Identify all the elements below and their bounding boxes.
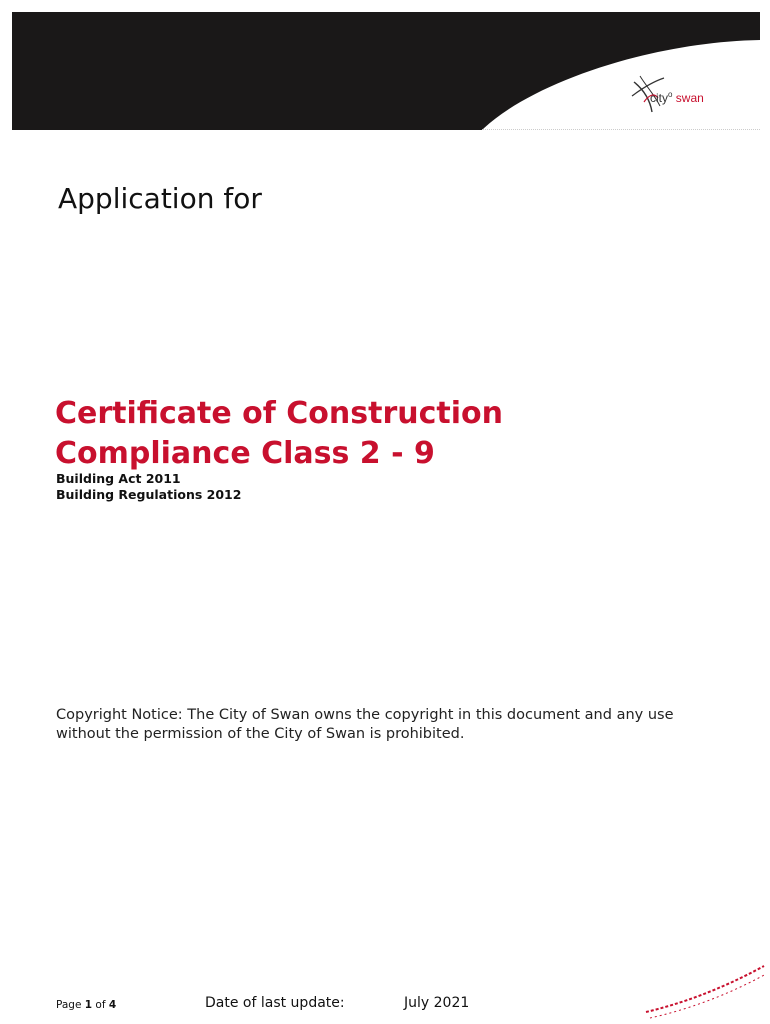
page-of-label: of <box>95 999 106 1011</box>
logo-word-of: o <box>668 90 673 99</box>
pretitle: Application for <box>58 182 262 215</box>
page-total: 4 <box>108 999 117 1011</box>
copyright-notice: Copyright Notice: The City of Swan owns the copyright in this document and any use without the permission of the City of Swan is prohibited. <box>56 707 674 742</box>
page-indicator <box>56 999 116 1011</box>
red-swoosh-icon <box>640 960 770 1024</box>
page-current: 1 <box>84 999 93 1011</box>
page-label: Page <box>56 999 82 1011</box>
legislation-item: Building Regulations 2012 <box>56 487 242 502</box>
legislation-list <box>56 471 241 503</box>
logo-wordmark <box>650 90 704 105</box>
logo-word-swan: swan <box>675 91 704 105</box>
document-title-line-1: Certificate of Construction <box>55 396 503 431</box>
header-divider <box>482 129 760 130</box>
document-title <box>55 394 503 474</box>
document-title-line-2: Compliance Class 2 - 9 <box>55 436 435 471</box>
legislation-item: Building Act 2011 <box>56 471 181 486</box>
last-update-label: Date of last update: <box>205 995 345 1011</box>
last-update-value: July 2021 <box>404 995 470 1011</box>
logo-word-city: city <box>650 91 668 105</box>
